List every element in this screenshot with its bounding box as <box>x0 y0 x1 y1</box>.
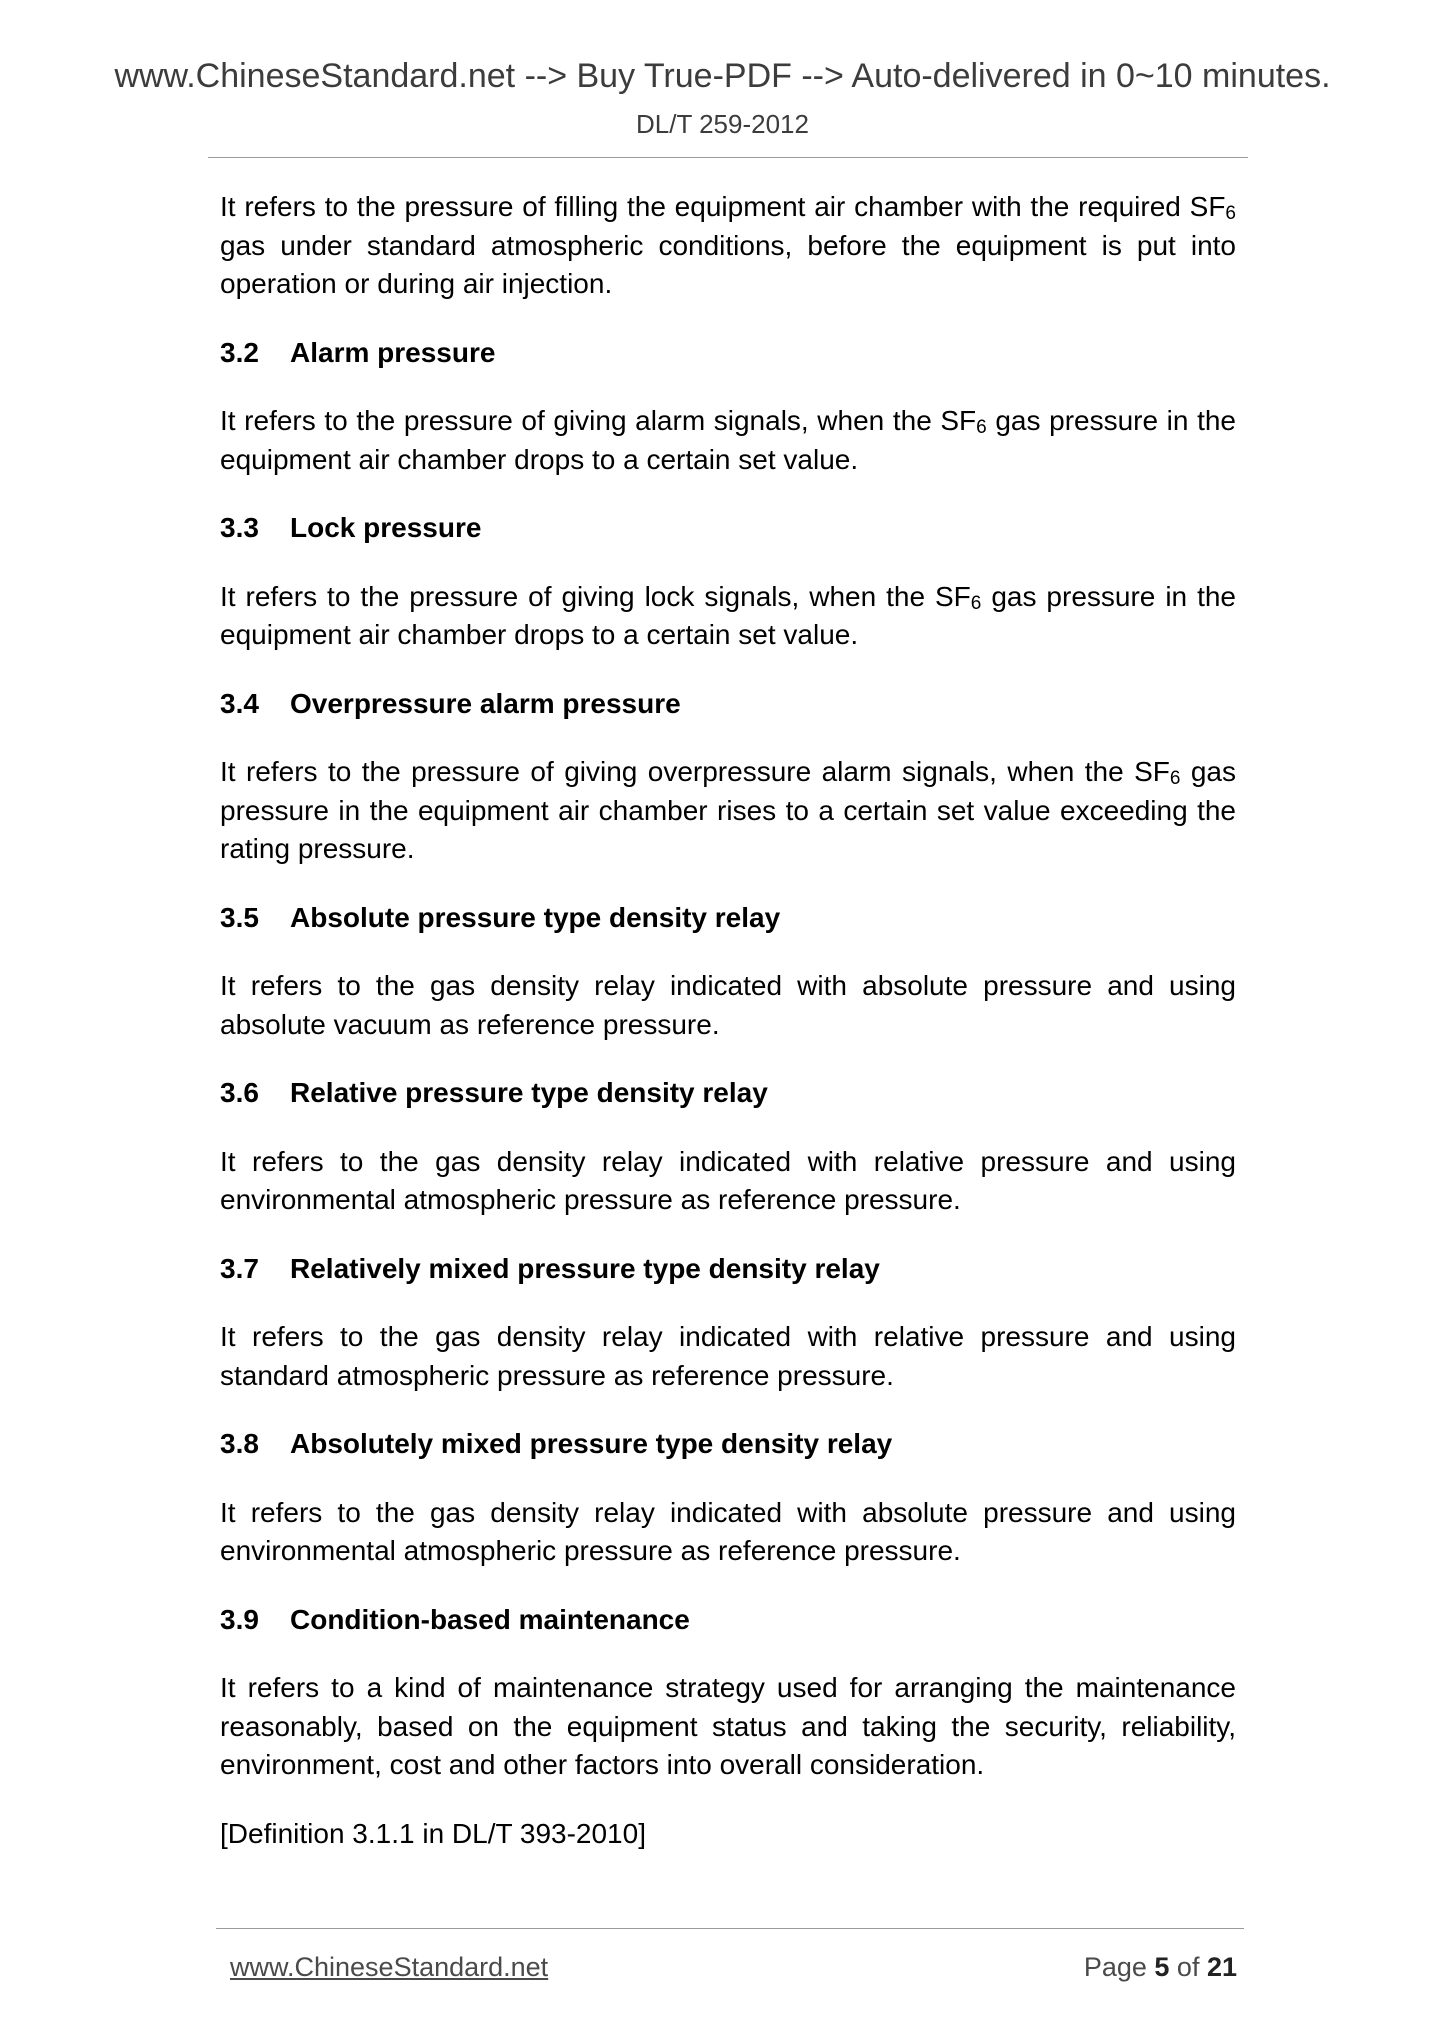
site-banner[interactable]: www.ChineseStandard.net --> Buy True-PDF --> Auto-delivered in 0~10 minutes. <box>114 57 1331 95</box>
section-paragraph-3-7: It refers to the gas density relay indicated with relative pressure and using standard atmospheric pressure as reference pressure. <box>220 1321 1236 1391</box>
section-heading-3-6: 3.6 Relative pressure type density relay <box>220 1077 768 1108</box>
section-paragraph-3-6: It refers to the gas density relay indicated with relative pressure and using environmental atmospheric pressure as reference pressure. <box>220 1145 1236 1215</box>
section-heading-3-3: 3.3 Lock pressure <box>220 512 482 543</box>
section-heading-3-8: 3.8 Absolutely mixed pressure type density relay <box>220 1428 893 1459</box>
definition-reference: [Definition 3.1.1 in DL/T 393-2010] <box>220 1817 646 1849</box>
section-heading-3-7: 3.7 Relatively mixed pressure type density relay <box>220 1252 880 1284</box>
section-heading-3-2: 3.2 Alarm pressure <box>220 336 496 368</box>
section-paragraph-3-9: It refers to a kind of maintenance strategy used for arranging the maintenance reasonably, based on the equipment status and taking the security, reliability, environment, cost and other factors into overall consideration. <box>220 1672 1236 1780</box>
document-id: DL/T 259-2012 <box>636 109 809 139</box>
section-paragraph-3-3: It refers to the pressure of giving lock signals, when the $SF_6$ gas pressure in the equipment air chamber drops to a certain set value. <box>220 580 1236 650</box>
page-number: Page 5 of 21 <box>1083 1952 1237 1982</box>
section-heading-3-4: 3.4 Overpressure alarm pressure <box>220 687 681 719</box>
section-paragraph-3-5: It refers to the gas density relay indicated with absolute pressure and using absolute vacuum as reference pressure. <box>220 970 1236 1040</box>
intro-paragraph: It refers to the pressure of filling the equipment air chamber with the required $SF_6$ gas under standard atmospheric conditions, before the equipment is put into operation or during air injection. <box>220 191 1236 299</box>
footer-divider <box>216 1928 1244 1929</box>
section-paragraph-3-4: It refers to the pressure of giving overpressure alarm signals, when the $SF_6$ gas pressure in the equipment air chamber rises to a certain set value exceeding the rating pressure. <box>220 756 1236 864</box>
section-paragraph-3-2: It refers to the pressure of giving alarm signals, when the $SF_6$ gas pressure in the equipment air chamber drops to a certain set value. <box>220 405 1236 475</box>
footer-website-link[interactable]: www.ChineseStandard.net <box>230 1952 549 1982</box>
section-heading-3-9: 3.9 Condition-based maintenance <box>220 1603 690 1635</box>
section-paragraph-3-8: It refers to the gas density relay indicated with absolute pressure and using environmental atmospheric pressure as reference pressure. <box>220 1496 1236 1566</box>
header-divider <box>208 157 1248 158</box>
section-heading-3-5: 3.5 Absolute pressure type density relay <box>220 901 781 933</box>
document-body <box>220 188 1236 1883</box>
